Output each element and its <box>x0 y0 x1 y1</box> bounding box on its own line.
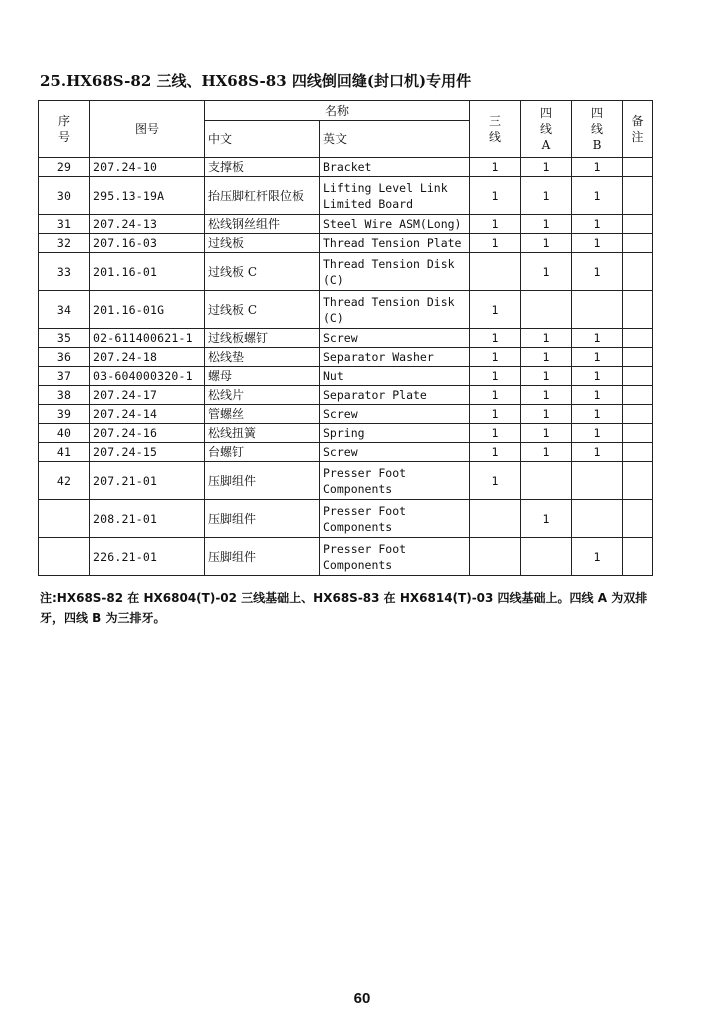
cell-seq: 38 <box>39 386 90 405</box>
cell-remark <box>623 462 653 500</box>
cell-three-line <box>470 538 521 576</box>
cell-four-line-a: 1 <box>521 405 572 424</box>
cell-english: Separator Plate <box>320 386 470 405</box>
cell-three-line: 1 <box>470 367 521 386</box>
cell-drawing-no: 02-611400621-1 <box>90 329 205 348</box>
cell-seq <box>39 538 90 576</box>
header-three-line <box>470 101 521 158</box>
cell-chinese: 压脚组件 <box>205 538 320 576</box>
cell-chinese: 支撑板 <box>205 158 320 177</box>
cell-four-line-a: 1 <box>521 177 572 215</box>
table-row <box>39 405 653 424</box>
cell-four-line-b: 1 <box>572 234 623 253</box>
cell-four-line-b <box>572 462 623 500</box>
cell-seq: 36 <box>39 348 90 367</box>
cell-drawing-no: 208.21-01 <box>90 500 205 538</box>
header-english: 英文 <box>320 121 470 158</box>
cell-seq: 32 <box>39 234 90 253</box>
header-four-line-a-suffix: A <box>541 138 551 152</box>
table-row <box>39 158 653 177</box>
table-row <box>39 234 653 253</box>
header-four-line-b <box>572 101 623 158</box>
cell-chinese: 螺母 <box>205 367 320 386</box>
cell-english: Spring <box>320 424 470 443</box>
cell-four-line-b: 1 <box>572 215 623 234</box>
cell-english: Lifting Level Link Limited Board <box>320 177 470 215</box>
table-body <box>39 158 653 576</box>
cell-remark <box>623 291 653 329</box>
cell-four-line-a: 1 <box>521 329 572 348</box>
cell-drawing-no: 201.16-01G <box>90 291 205 329</box>
cell-three-line: 1 <box>470 386 521 405</box>
cell-english: Presser Foot Components <box>320 500 470 538</box>
table-row <box>39 443 653 462</box>
table-row <box>39 367 653 386</box>
cell-drawing-no: 207.24-10 <box>90 158 205 177</box>
cell-three-line: 1 <box>470 215 521 234</box>
cell-drawing-no: 207.24-13 <box>90 215 205 234</box>
parts-table <box>38 100 653 576</box>
cell-four-line-a: 1 <box>521 215 572 234</box>
cell-three-line: 1 <box>470 462 521 500</box>
cell-english: Bracket <box>320 158 470 177</box>
cell-chinese: 过线板 <box>205 234 320 253</box>
cell-remark <box>623 443 653 462</box>
header-four-line-b-suffix: B <box>592 138 602 152</box>
table-row <box>39 462 653 500</box>
cell-remark <box>623 215 653 234</box>
cell-chinese: 松线片 <box>205 386 320 405</box>
cell-remark <box>623 367 653 386</box>
cell-three-line: 1 <box>470 405 521 424</box>
cell-four-line-b: 1 <box>572 158 623 177</box>
cell-remark <box>623 348 653 367</box>
cell-remark <box>623 329 653 348</box>
cell-seq: 30 <box>39 177 90 215</box>
cell-four-line-a <box>521 462 572 500</box>
table-row <box>39 329 653 348</box>
cell-seq: 42 <box>39 462 90 500</box>
footnote: 注:HX68S-82 在 HX6804(T)-02 三线基础上、HX68S-83 在 HX6814(T)-03 四线基础上。四线 A 为双排牙，四线 B 为三排牙。 <box>40 591 648 625</box>
header-four-line-b-text: 四线 <box>591 106 604 136</box>
cell-four-line-b: 1 <box>572 348 623 367</box>
cell-four-line-a: 1 <box>521 500 572 538</box>
cell-four-line-a <box>521 291 572 329</box>
cell-seq: 41 <box>39 443 90 462</box>
cell-english: Presser Foot Components <box>320 538 470 576</box>
header-drawing-no: 图号 <box>90 101 205 158</box>
cell-three-line: 1 <box>470 234 521 253</box>
cell-seq: 29 <box>39 158 90 177</box>
cell-seq: 34 <box>39 291 90 329</box>
cell-four-line-b: 1 <box>572 177 623 215</box>
cell-chinese: 压脚组件 <box>205 462 320 500</box>
cell-four-line-b <box>572 291 623 329</box>
cell-chinese: 压脚组件 <box>205 500 320 538</box>
cell-remark <box>623 158 653 177</box>
cell-english: Presser Foot Components <box>320 462 470 500</box>
table-row <box>39 215 653 234</box>
cell-four-line-a: 1 <box>521 158 572 177</box>
cell-seq: 35 <box>39 329 90 348</box>
cell-chinese: 松线钢丝组件 <box>205 215 320 234</box>
cell-drawing-no: 207.24-17 <box>90 386 205 405</box>
cell-four-line-a: 1 <box>521 443 572 462</box>
cell-chinese: 台螺钉 <box>205 443 320 462</box>
cell-drawing-no: 295.13-19A <box>90 177 205 215</box>
cell-seq: 40 <box>39 424 90 443</box>
cell-chinese: 过线板 C <box>205 253 320 291</box>
header-four-line-a-text: 四线 <box>540 106 553 136</box>
cell-seq: 37 <box>39 367 90 386</box>
cell-remark <box>623 386 653 405</box>
cell-drawing-no: 201.16-01 <box>90 253 205 291</box>
cell-english: Steel Wire ASM(Long) <box>320 215 470 234</box>
table-row <box>39 348 653 367</box>
cell-seq: 33 <box>39 253 90 291</box>
cell-three-line: 1 <box>470 329 521 348</box>
cell-four-line-b: 1 <box>572 424 623 443</box>
cell-drawing-no: 207.24-15 <box>90 443 205 462</box>
cell-four-line-a: 1 <box>521 386 572 405</box>
header-name: 名称 <box>205 101 470 121</box>
section-title: 25.HX68S-82 三线、HX68S-83 四线倒回缝(封口机)专用件 <box>40 72 472 90</box>
cell-drawing-no: 207.24-18 <box>90 348 205 367</box>
cell-three-line: 1 <box>470 158 521 177</box>
cell-four-line-b: 1 <box>572 405 623 424</box>
cell-three-line <box>470 253 521 291</box>
header-seq <box>39 101 90 158</box>
cell-three-line <box>470 500 521 538</box>
cell-chinese: 过线板螺钉 <box>205 329 320 348</box>
cell-drawing-no: 207.24-14 <box>90 405 205 424</box>
cell-chinese: 抬压脚杠杆限位板 <box>205 177 320 215</box>
cell-drawing-no: 226.21-01 <box>90 538 205 576</box>
cell-seq <box>39 500 90 538</box>
cell-english: Screw <box>320 443 470 462</box>
page-number: 60 <box>353 990 371 1007</box>
cell-four-line-b: 1 <box>572 443 623 462</box>
header-four-line-a <box>521 101 572 158</box>
cell-three-line: 1 <box>470 348 521 367</box>
cell-english: Thread Tension Disk (C) <box>320 291 470 329</box>
cell-remark <box>623 500 653 538</box>
header-row-1 <box>39 101 653 121</box>
cell-chinese: 管螺丝 <box>205 405 320 424</box>
table-row <box>39 253 653 291</box>
cell-three-line: 1 <box>470 443 521 462</box>
cell-remark <box>623 234 653 253</box>
cell-four-line-b: 1 <box>572 329 623 348</box>
header-remark-text: 备注 <box>631 114 644 144</box>
cell-four-line-a: 1 <box>521 424 572 443</box>
cell-four-line-b <box>572 500 623 538</box>
header-seq-text: 序号 <box>57 114 70 144</box>
cell-remark <box>623 177 653 215</box>
cell-drawing-no: 03-604000320-1 <box>90 367 205 386</box>
cell-chinese: 松线垫 <box>205 348 320 367</box>
cell-english: Screw <box>320 405 470 424</box>
cell-seq: 39 <box>39 405 90 424</box>
header-remark <box>623 101 653 158</box>
cell-drawing-no: 207.16-03 <box>90 234 205 253</box>
cell-english: Thread Tension Plate <box>320 234 470 253</box>
cell-remark <box>623 405 653 424</box>
cell-four-line-a: 1 <box>521 348 572 367</box>
cell-drawing-no: 207.24-16 <box>90 424 205 443</box>
cell-remark <box>623 424 653 443</box>
cell-chinese: 松线扭簧 <box>205 424 320 443</box>
cell-four-line-a: 1 <box>521 253 572 291</box>
table-row <box>39 386 653 405</box>
cell-english: Screw <box>320 329 470 348</box>
cell-remark <box>623 538 653 576</box>
header-three-line-text: 三线 <box>489 114 502 144</box>
table-row <box>39 538 653 576</box>
cell-remark <box>623 253 653 291</box>
cell-four-line-b: 1 <box>572 253 623 291</box>
cell-three-line: 1 <box>470 177 521 215</box>
cell-english: Thread Tension Disk (C) <box>320 253 470 291</box>
cell-chinese: 过线板 C <box>205 291 320 329</box>
cell-four-line-b: 1 <box>572 367 623 386</box>
table-row <box>39 177 653 215</box>
cell-four-line-b: 1 <box>572 386 623 405</box>
cell-three-line: 1 <box>470 291 521 329</box>
cell-four-line-a: 1 <box>521 234 572 253</box>
cell-four-line-a <box>521 538 572 576</box>
header-chinese: 中文 <box>205 121 320 158</box>
cell-three-line: 1 <box>470 424 521 443</box>
cell-four-line-b: 1 <box>572 538 623 576</box>
cell-four-line-a: 1 <box>521 367 572 386</box>
cell-drawing-no: 207.21-01 <box>90 462 205 500</box>
cell-english: Nut <box>320 367 470 386</box>
table-row <box>39 424 653 443</box>
table-row <box>39 500 653 538</box>
table-row <box>39 291 653 329</box>
cell-seq: 31 <box>39 215 90 234</box>
cell-english: Separator Washer <box>320 348 470 367</box>
